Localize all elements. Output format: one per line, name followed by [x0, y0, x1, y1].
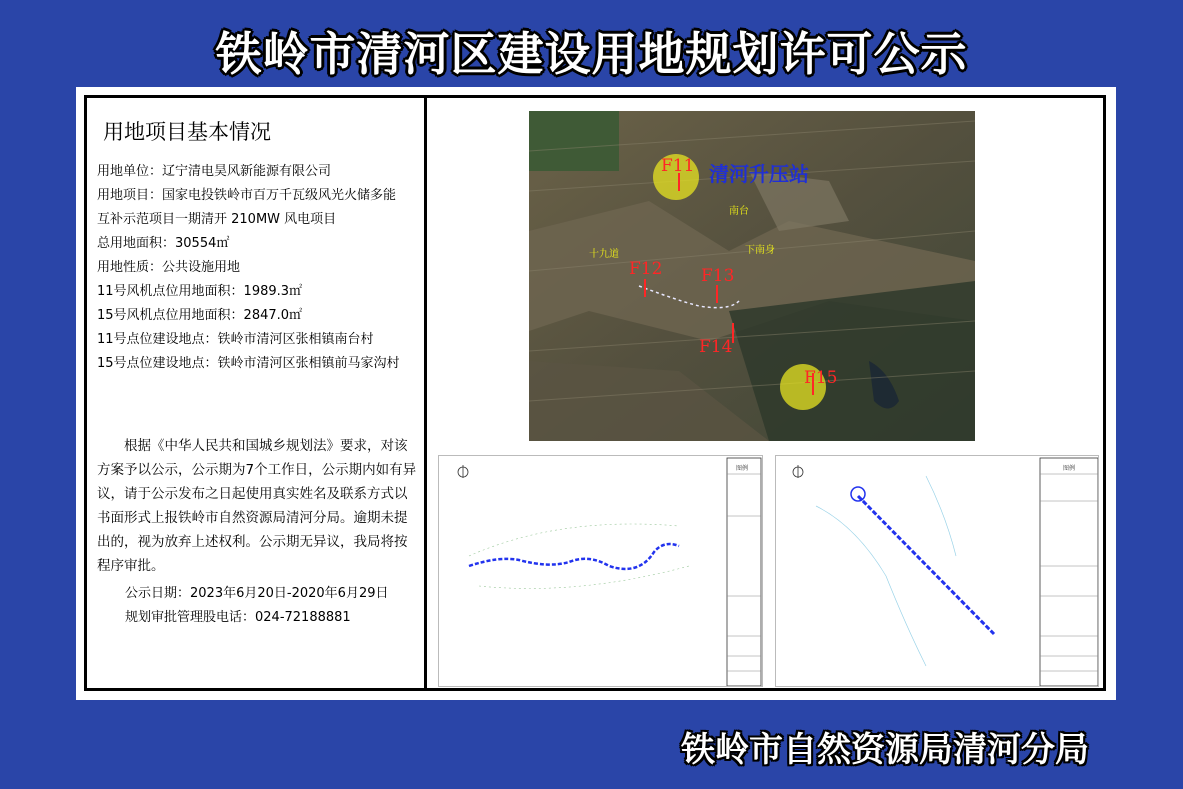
turbine-label-f14: F14 [699, 337, 733, 357]
route-drawing-a [438, 455, 763, 687]
info-line-unit: 用地单位：辽宁清电昊风新能源有限公司 [97, 164, 332, 179]
legend-label-a: 图例 [736, 465, 749, 472]
info-line-project-cont: 互补示范项目一期清开 210MW 风电项目 [97, 212, 337, 227]
column-divider [424, 98, 427, 688]
project-info-panel [97, 116, 419, 630]
info-line-project: 用地项目：国家电投铁岭市百万千瓦级风光火储多能 [97, 188, 397, 203]
footer-agency: 铁岭市自然资源局清河分局 [681, 730, 1089, 770]
notice-text: 根据《中华人民共和国城乡规划法》要求，对该方案予以公示，公示期为7个工作日，公示期内如有异议，请于公示发布之日起使用真实姓名及联系方式以书面形式上报铁岭市自然资源局清河分局。逾期未提出的，视为放弃上述权利。公示期无异议，我局将按程序审批。 [97, 438, 417, 574]
notice-board [76, 87, 1116, 700]
turbine-label-f15: F15 [804, 368, 838, 388]
turbine-label-f13: F13 [701, 266, 735, 286]
turbine-label-f12: F12 [629, 259, 663, 279]
board-frame [84, 95, 1106, 691]
section-title: 用地项目基本情况 [103, 120, 271, 144]
page-title: 铁岭市清河区建设用地规划许可公示 [215, 27, 968, 81]
notice-date: 公示日期：2023年6月20日-2020年6月29日 [125, 586, 389, 601]
info-line-area-11: 11号风机点位用地面积：1989.3㎡ [97, 284, 303, 299]
turbine-label-f11: F11 [661, 156, 695, 176]
info-line-land-use: 用地性质：公共设施用地 [97, 260, 241, 275]
satellite-map [529, 111, 975, 441]
info-line-site-11: 11号点位建设地点：铁岭市清河区张相镇南台村 [97, 332, 374, 347]
legend-label-b: 图例 [1063, 465, 1076, 472]
station-label: 清河升压站 [709, 162, 809, 186]
route-drawing-b [775, 455, 1099, 687]
notice-phone: 规划审批管理股电话：024-72188881 [125, 610, 351, 625]
info-line-area-15: 15号风机点位用地面积：2847.0㎡ [97, 308, 303, 323]
village-label-nantai: 南台 [729, 206, 749, 217]
village-label-xianshen: 下南身 [745, 245, 775, 256]
info-line-site-15: 15号点位建设地点：铁岭市清河区张相镇前马家沟村 [97, 356, 400, 371]
village-label-19dao: 十九道 [589, 249, 619, 260]
info-line-total-area: 总用地面积：30554㎡ [97, 236, 230, 251]
